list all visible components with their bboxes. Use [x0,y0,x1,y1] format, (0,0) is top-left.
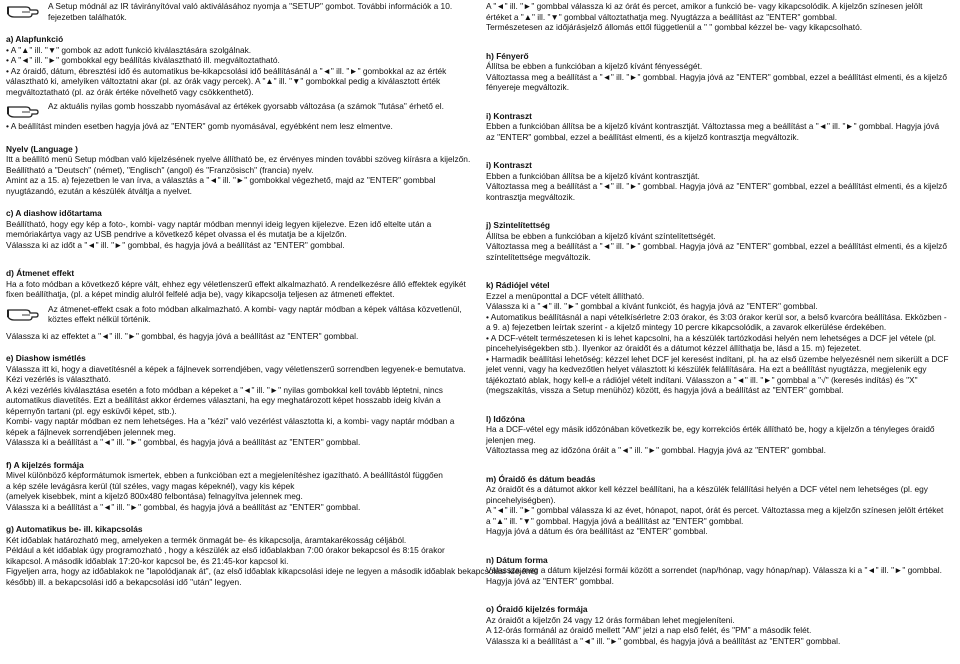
text-line: automatikus diavetítés. Ezt a beállítást akkor érdemes választani, ha egy meghatározott képet hosszabb ideig kíván a [6,395,441,405]
text-line: Természetesen az időjárásjelző állomás ettől függetlenül a " " gombbal kézzel be- vagy kikapcsolható. [486,22,863,32]
text-line: Az óraidőt és a dátumot akkor kell kézzel beállítani, ha a készülék felállítási helyén a DCF vétel nem lehetséges (pl. egy [486,484,928,494]
text-line: fényereje megváltozik. [486,82,570,92]
text-line: Állítsa be ebben a funkcióban a kijelző kívánt fényességét. [486,61,703,71]
text-line: a kép széle levágásra kerül (túl széles, vagy magas képeknél), vagy kis képek [6,480,295,491]
text-line: a "▲" ill. "▼" gombbal. Hagyja jóvá a beállítást az "ENTER" gombbal. [486,515,744,526]
text-line: • A DCF-vételt természetesen ki is lehet kapcsolni, ha a készülék tartózkodási helyén nem lehetséges a DCF jel vétele (pl. [486,332,936,343]
text-line: színtelítettsége megváltozik. [486,251,591,262]
text-line: értéket a "▲" ill. "▼" gombbal változtathatja meg. Nyugtázza a beállítást az "ENTER" gombbal. [486,11,838,22]
text-line: jelenjen meg. [486,434,536,445]
section-heading: h) Fényerő [486,50,529,61]
text-line: Kézi vezérlés is választható. [6,374,111,384]
text-line: • A "▲" ill. "▼" gombok az adott funkció kiválasztására szolgálnak. [6,44,252,55]
text-line: Itt a beállító menü Setup módban való kijelzésének nyelve állítható be, ez érvényes minden további szöveg kiírásra a kijelzőn. [6,154,471,164]
text-line: Két időablak határozható meg, amelyeken a termék önmagát be- és kikapcsolja, áramtakarékosság céljából. [6,534,407,545]
text-line: A kézi vezérlés kiválasztása esetén a foto módban a képeket a "◄" ill. "►" nyilas gombokkal kell tovább léptetni, nincs [6,384,443,395]
section-heading: o) Óraidő kijelzés formája [486,604,588,614]
text-line: a 9. a) fejezetben leírtak szerint - a kijelző mintegy 10 percre kikapcsolódik, a zavarok elkerülése érdekében. [486,322,887,332]
text-line: Amint az a 15. a) fejezetben le van írva, a választás a "◄" ill. "►" gombokkal végezhető, majd az "ENTER" gombbal [6,175,436,185]
top-note-line: fejezetben találhatók. [48,11,127,22]
note-box [6,101,473,119]
section-heading: m) Óraidő és dátum beadás [486,473,596,484]
section-heading: i) Kontraszt [486,160,532,170]
text-line: Válassza meg a dátum kijelzési formái között a sorrendet (nap/hónap, vagy hónap/nap). Válassza ki a "◄" ill. "►" gombbal. [486,565,942,575]
text-line: Beállítható, hogy egy kép a foto-, kombi- vagy naptár módban mennyi ideig legyen kijelezve. Ezen idő eltelte után a [6,218,432,229]
text-line: • A "◄" ill. "►" gombokkal egy beállítás kiválasztható ill. megváltoztatható. [6,55,280,65]
note-line: Az aktuális nyilas gomb hosszabb nyomásával az értékek gyorsabb változása (a számok "futása" érhető el. [48,101,444,111]
text-line: választható ki, amelyiken változtatni akar (pl. az órák vagy percek). A "▲" ill. "▼" gombokkal pedig a kiválasztott érték [6,76,441,86]
text-line: Válassza ki az effektet a "◄" ill. "►" gombbal, és hagyja jóvá a beállítást az "ENTER" gombbal. [6,330,359,341]
text-line: • Az óraidő, dátum, ébresztési idő és automatikus be-kikapcsolási idő beállításánál a "◄" ill. "►" gombokkal az az érték [6,65,447,76]
text-line: Kombi- vagy naptár módban ez nem lehetséges. Ha a "kézi" való vezérlést választotta ki, a kombi- vagy naptár módban a [6,416,455,426]
text-line: az "ENTER" gombbal, ezzel a beállítást elmenti, és a kijelző kontrasztja megváltozik. [486,131,799,142]
text-line: fixen beállíthatja, (pl. a képet mindig alulról felfelé adja be), vagy kikapcsolja teljesen az átmeneti effektet. [6,289,395,299]
section-heading: Nyelv (Language ) [6,143,78,154]
text-line: Hagyja jóvá a dátum és óra beállítást az "ENTER" gombbal. [486,526,708,536]
section-heading: c) A diashow időtartama [6,208,102,218]
section-heading: d) Átmenet effekt [6,268,75,278]
text-line: (megszakítás, vissza a Setup menühöz) között, és hagyja jóvá a beállítást az "ENTER" gombbal. [486,385,844,395]
text-line: pincehelyiségben). [486,494,556,505]
text-line: Változtassa meg a beállítást a "◄" ill. "►" gombbal. Hagyja jóvá az "ENTER" gombbal, ezzel a beállítást elmenti, és a kijelző [486,241,947,251]
right-column [486,0,954,646]
pointing-hand-icon [6,101,40,119]
text-line: Változtassa meg az időzóna óráit a "◄" ill. "►" gombbal. Hagyja jóvá az "ENTER" gombbal. [486,445,826,455]
text-line: Beállítható a "Deutsch" (német), "Englisch" (angol) és "Französisch" (francia) nyelv. [6,164,314,175]
text-line: Válassza ki a beállítást a "◄" ill. "►" gombbal, és hagyja jóvá a beállítást az "ENTER" gombbal. [486,635,841,646]
top-note [6,1,473,22]
section-heading: a) Alapfunkció [6,34,64,44]
section-heading: i) Kontraszt [486,110,532,121]
text-line: A 12-órás formánál az óraidő mellett "AM" jelzi a nap első felét, és "PM" a második felét. [486,625,812,635]
text-line: Ha a DCF-vétel egy másik időzónában következik be, egy korrekciós érték állítható be, hogy a kijelzőn a tényleges óraidő [486,424,935,434]
text-line: Válassza itt ki, hogy a diavetítésnél a képek a fájlnevek sorrendjében, vagy véletlenszerű sorrendben legyenek-e bemutatva. [6,363,466,374]
text-line: Válassza ki a beállítást a "◄" ill. "►" gombbal, és hagyja jóvá a beállítást az "ENTER" gombbal. [6,501,361,512]
text-line: jelet venni, vagy ha kedvezőtlen helyet választott ki készülék felállítására. Ha ezt a beállítást nyugtázza, megjelenik egy [486,364,927,374]
text-line: kikapcsol. A második időablak 17:20-kor kapcsol be, és 21:45-kor kapcsol ki. [6,555,289,566]
section-heading: g) Automatikus be- ill. kikapcsolás [6,524,143,534]
text-line: Válassza ki a beállítást a "◄" ill. "►" gombbal, és hagyja jóvá a beállítást az "ENTER" gombbal. [6,437,361,447]
text-line: Ha a foto módban a következő képre vált, ehhez egy véletlenszerű effekt alkalmazható. A rendelkezésre álló effektek egyikét [6,278,466,289]
text-line: Például a két időablak úgy programozható , hogy a készülék az első időablakban 7:00 órakor bekapcsol és 8:15 órakor [6,545,445,555]
section-heading: l) Időzóna [486,413,525,424]
text-line: képek a fájlnevek sorrendjében jelennek meg. [6,426,176,437]
text-line: A "◄" ill. "►" gombbal válassza ki az évet, hónapot, napot, órát és percet. Változtassa meg a kijelzőn színesen jelölt értéket [486,505,944,515]
text-line: Változtassa meg a beállítást a "◄" ill. "►" gombbal. Hagyja jóvá az "ENTER" gombbal, ezzel a beállítást elmenti, és a kijelző [486,181,947,191]
text-line: Ezzel a menüponttal a DCF vételt állítható. [486,290,645,301]
text-line: Ebben a funkcióban állítsa be a kijelző kívánt kontrasztját. [486,170,700,181]
text-line: képernyőn tartani (pl. egy esküvői képet, stb.). [6,405,177,416]
text-line: Figyeljen arra, hogy az időablakok ne "lapolódjanak át", (az első időablak kikapcsolási ideje ne legyen a második időablak bekapcsolási idejénél [6,566,537,576]
text-line: kontrasztja megváltozik. [486,191,576,202]
note-line: Az átmenet-effekt csak a foto módban alkalmazható. A kombi- vagy naptár módban a képek váltása közvetlenül, [48,303,462,314]
text-line: Válassza ki az időt a "◄" ill. "►" gombbal, és hagyja jóvá a beállítást az "ENTER" gombbal. [6,239,345,250]
text-line: Ebben a funkcióban állítsa be a kijelző kívánt kontrasztját. Változtassa meg a beállítást a "◄" ill. "►" gombbal. Hagyja jóvá [486,121,940,131]
top-note-line: A Setup módnál az IR távirányítóval való aktiválásához nyomja a "SETUP" gombot. További információk a 10. [48,1,453,11]
text-line: megváltoztatható (pl. az órák értéke növelhető vagy csökkenthető). [6,86,254,97]
text-line: • A beállítást minden esetben hagyja jóvá az "ENTER" gomb nyomásával, egyébként nem lesz elmentve. [6,121,393,131]
text-line: • Harmadik beállítási lehetőség: kézzel lehet DCF jel keresést indítani, pl. ha az első üzembe helyezésnél nem sikerült a DCF [486,353,949,364]
pointing-hand-icon [6,304,40,322]
text-line: Állítsa be ebben a funkcióban a kijelző kívánt színtelítettségét. [486,230,716,241]
text-line: • Automatikus beállításnál a napi vételkísérletre 2:03 órakor, és 3:03 órakor kerül sor, a belső kvarcóra beállítása. Ekközben - [486,311,947,322]
note-line: köztes effekt nélkül történik. [48,314,151,324]
text-line: Hagyja jóvá az "ENTER" gombbal. [486,575,614,586]
text-line: memóriakártya vagy az USB pendrive a következő képet olvassa el és mutatja be a kijelzőn. [6,229,347,239]
section-heading: j) Szintelítettség [486,220,550,230]
text-line: Változtassa meg a beállítást a "◄" ill. "►" gombbal. Hagyja jóvá az "ENTER" gombbal, ezzel a beállítást elmenti, és a kijelző [486,71,947,82]
section-heading: f) A kijelzés formája [6,459,84,470]
section-heading: k) Rádiójel vétel [486,280,550,290]
pointing-hand-icon [6,1,40,19]
text-line: tájékoztató ablak, hogy kell-e a rádiójel vételt indítani. Válasszon a "◄" ill. "►" gombbal a "√" (keresés indítás) és "X" [486,374,918,385]
section-heading: e) Diashow ismétlés [6,353,86,363]
text-line: pincehelyiségekben stb.). Ilyenkor az óraidőt és a dátumot kézzel állíthatja be, lásd a 15. m) fejezetet. [486,343,862,353]
text-line: később) ill. a bekapcsolási idő a bekapcsolási idő "után" legyen. [6,576,242,587]
text-line: (amelyek kisebbek, mint a kijelző 800x480 felbontása) felnagyítva jelennek meg. [6,491,303,501]
text-line: Válassza ki a "◄" ill. "►" gombbal a kívánt funkciót, és hagyja jóvá az "ENTER" gombbal. [486,301,818,311]
section-heading: n) Dátum forma [486,554,548,565]
text-line: A "◄" ill. "►" gombbal válassza ki az órát és percet, amikor a funkció be- vagy kikapcsolódik. A kijelzőn színesen jelölt [486,1,923,11]
text-line: nyugtázandó, ezután a készülék átváltja a nyelvet. [6,185,192,196]
text-line: Az óraidőt a kijelzőn 24 vagy 12 órás formában lehet megjeleníteni. [486,614,735,625]
text-line: Mivel különböző képformátumok ismertek, ebben a funkcióban ezt a megjelenítéshez igazítható. A beállítástól függően [6,470,443,480]
note-box [6,304,473,325]
